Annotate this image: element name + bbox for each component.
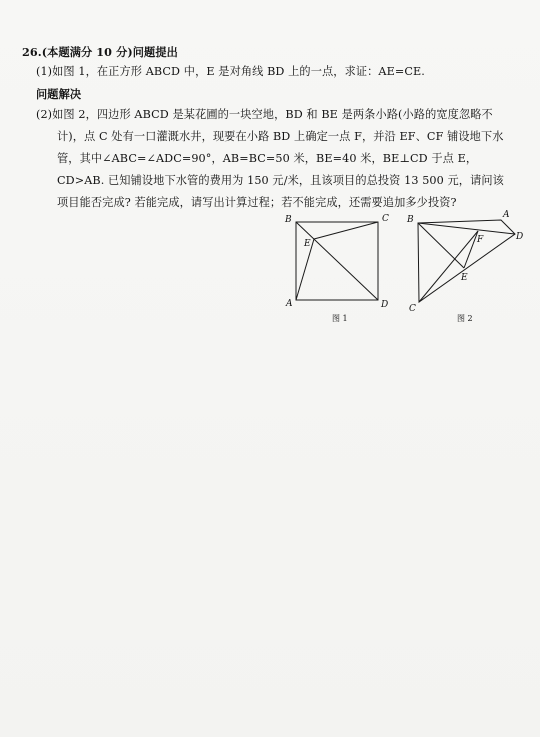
figure-2-diagram	[405, 206, 527, 314]
label-c: C	[382, 214, 389, 224]
part2-line: CD>AB. 已知铺设地下水管的费用为 150 元/米，且该项目的总投资 13 500 元，请问该	[57, 174, 504, 187]
part2-line: 项目能否完成? 若能完成，请写出计算过程；若不能完成，还需要追加多少投资?	[57, 196, 457, 209]
part2-line: 管，其中∠ABC=∠ADC=90°，AB=BC=50 米，BE=40 米，BE⊥CD 于点 E，	[57, 152, 478, 165]
label-a: A	[286, 299, 293, 309]
problem-header: 26.(本题满分 10 分)问题提出	[22, 45, 178, 59]
figure-1	[284, 208, 396, 312]
figure-2-caption: 图 2	[457, 314, 473, 323]
label-e: E	[304, 239, 311, 249]
diagonal-bd	[296, 222, 378, 300]
label-b: B	[285, 215, 292, 225]
label-e: E	[461, 273, 468, 283]
pipe-ef	[464, 231, 478, 268]
part2-line: (2)如图 2，四边形 ABCD 是某花圃的一块空地，BD 和 BE 是两条小路(小路的宽度忽略不	[36, 108, 493, 121]
segment-ce	[314, 222, 378, 239]
figure-1-caption: 图 1	[332, 314, 348, 323]
path-be	[418, 223, 464, 268]
part2-line: 计)，点 C 处有一口灌溉水井，现要在小路 BD 上确定一点 F，并沿 EF、CF 铺设地下水	[57, 130, 504, 143]
section2-title: 问题解决	[36, 87, 82, 101]
figure-1-diagram	[284, 208, 396, 312]
part1-text: (1)如图 1，在正方形 ABCD 中，E 是对角线 BD 上的一点，求证：AE=CE.	[36, 65, 425, 78]
label-a: A	[503, 210, 510, 220]
label-d: D	[516, 232, 524, 242]
label-d: D	[381, 300, 389, 310]
label-f: F	[477, 235, 484, 245]
figure-2	[405, 206, 527, 314]
path-bd	[418, 223, 515, 234]
label-c: C	[409, 304, 416, 314]
label-b: B	[407, 215, 414, 225]
